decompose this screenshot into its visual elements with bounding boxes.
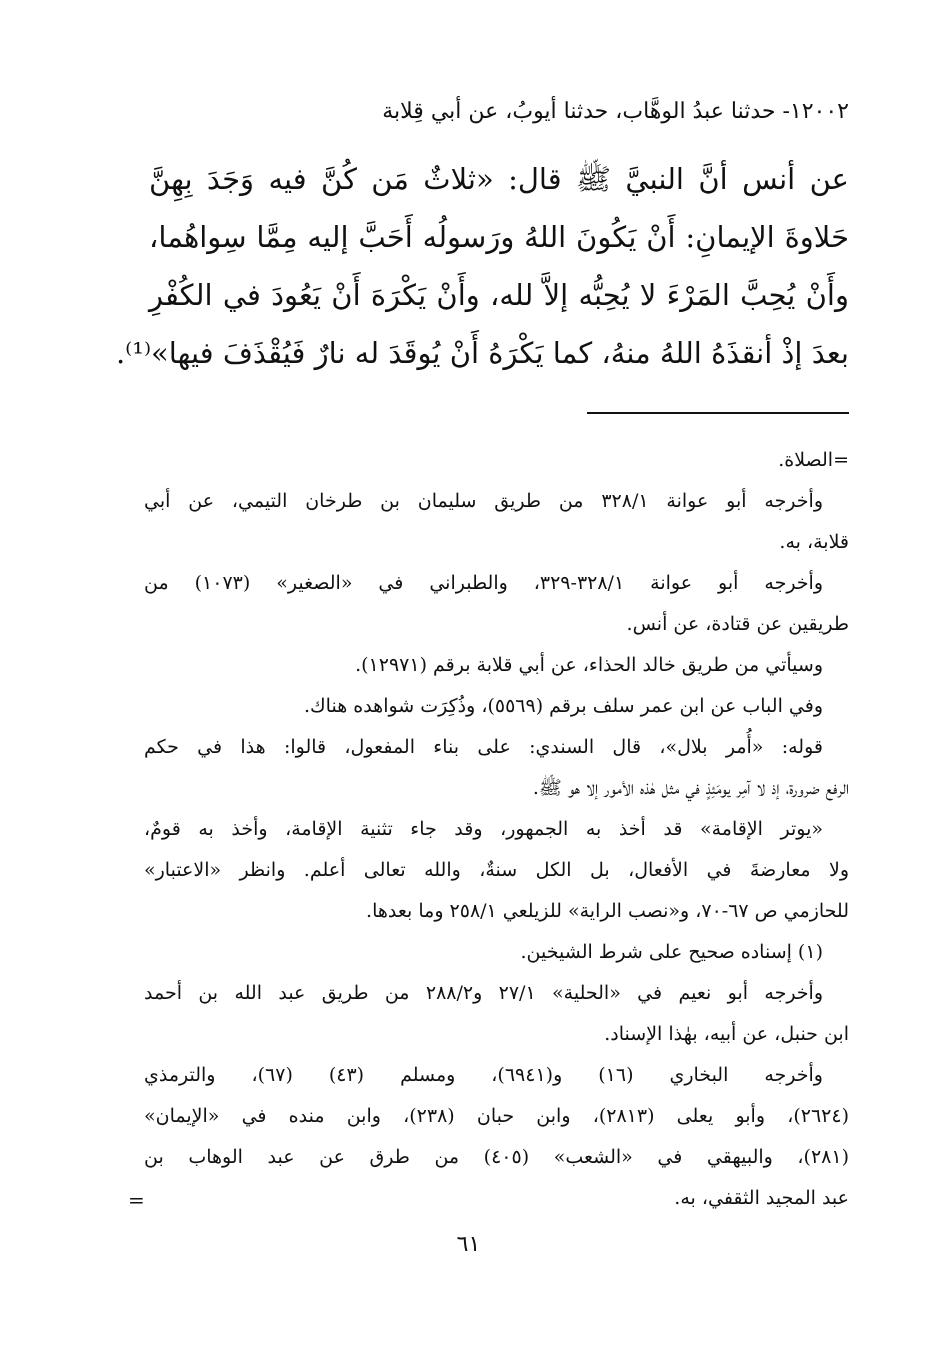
footnote-line: وأخرجه أبو عوانة ٣٢٨/١-٣٢٩، والطبراني في «الصغير» (١٠٧٣) من xyxy=(144,572,824,594)
footnote-line: وأخرجه أبو نعيم في «الحلية» ٢٧/١ و٢٨٨/٢ من طريق عبد الله بن أحمد xyxy=(144,982,823,1004)
footnote-line: للحازمي ص ٦٧-٧٠، و«نصب الراية» للزيلعي ٢٥٨/١ وما بعدها. xyxy=(366,900,849,922)
footnote-line: وأخرجه أبو عوانة ٣٢٨/١ من طريق سليمان بن طرخان التيمي، عن أبي xyxy=(144,490,823,512)
footnote-line: ولا معارضةَ في الأفعال، بل الكل سنةٌ، والله تعالى أعلم. وانظر «الاعتبار» xyxy=(144,859,849,881)
footnote-line: (٢٦٢٤)، وأبو يعلى (٢٨١٣)، وابن حبان (٢٣٨)، وابن منده في «الإيمان» xyxy=(144,1105,849,1127)
footnote-line: =الصلاة. xyxy=(778,449,849,471)
hadith-line: وأَنْ يُحِبَّ المَرْءَ لا يُحِبُّه إلاَّ لله، وأَنْ يَكْرَهَ أَنْ يَعُودَ في الكُفْرِ xyxy=(149,278,849,312)
footnote-line: (٢٨١)، والبيهقي في «الشعب» (٤٠٥) من طرق عن عبد الوهاب بن xyxy=(144,1146,849,1168)
footnote-line: وأخرجه البخاري (١٦) و(٦٩٤١)، ومسلم (٤٣) (٦٧)، والترمذي xyxy=(144,1064,823,1086)
hadith-line: عن أنس أنَّ النبيَّ ﷺ قال: «ثلاثٌ مَن كُنَّ فيه وَجَدَ بِهِنَّ xyxy=(149,162,849,196)
footnote-line: طريقين عن قتادة، عن أنس. xyxy=(626,613,849,635)
footnote-line: (١) إسناده صحيح على شرط الشيخين. xyxy=(520,941,823,963)
footnotes-section xyxy=(144,440,849,1219)
page-number: ٦١ xyxy=(456,1232,481,1257)
hadith-number-line: ١٢٠٠٢- حدثنا عبدُ الوهَّاب، حدثنا أيوبُ، عن أبي قِلابة xyxy=(382,99,849,124)
hadith-text xyxy=(115,150,849,382)
hadith-line: بعدَ إذْ أنقذَهُ اللهُ منهُ، كما يَكْرَهُ أَنْ يُوقَدَ له نارٌ فَيُقْذَفَ فيها»⁽¹⁾. xyxy=(115,336,849,370)
continuation-mark: = xyxy=(128,1188,145,1212)
footnote-line: وسيأتي من طريق خالد الحذاء، عن أبي قلابة برقم (١٢٩٧١). xyxy=(355,654,823,676)
footnote-line: «يوتر الإقامة» قد أخذ به الجمهور، وقد جاء تثنية الإقامة، وأخذ به قومٌ، xyxy=(144,818,823,840)
footnote-line: الرفع ضرورة، إذ لا آمِر يومَئِذٍ في مثل هٰذه الأمور إلا هو ﷺ. xyxy=(532,777,849,799)
footnote-line: ابن حنبل، عن أبيه، بهٰذا الإسناد. xyxy=(604,1023,849,1045)
hadith-line: حَلاوةَ الإيمانِ: أَنْ يَكُونَ اللهُ ورَسولُه أَحَبَّ إليه مِمَّا سِواهُما، xyxy=(149,220,849,254)
footnote-line: قلابة، به. xyxy=(779,531,849,553)
footnote-line: وفي الباب عن ابن عمر سلف برقم (٥٥٦٩)، وذُكِرَت شواهده هناك. xyxy=(303,695,823,717)
footnote-divider xyxy=(587,412,849,414)
footnote-line: عبد المجيد الثقفي، به. xyxy=(674,1187,849,1209)
footnote-line: قوله: «أُمر بلال»، قال السندي: على بناء المفعول، قالوا: هذا في حكم xyxy=(144,736,823,758)
